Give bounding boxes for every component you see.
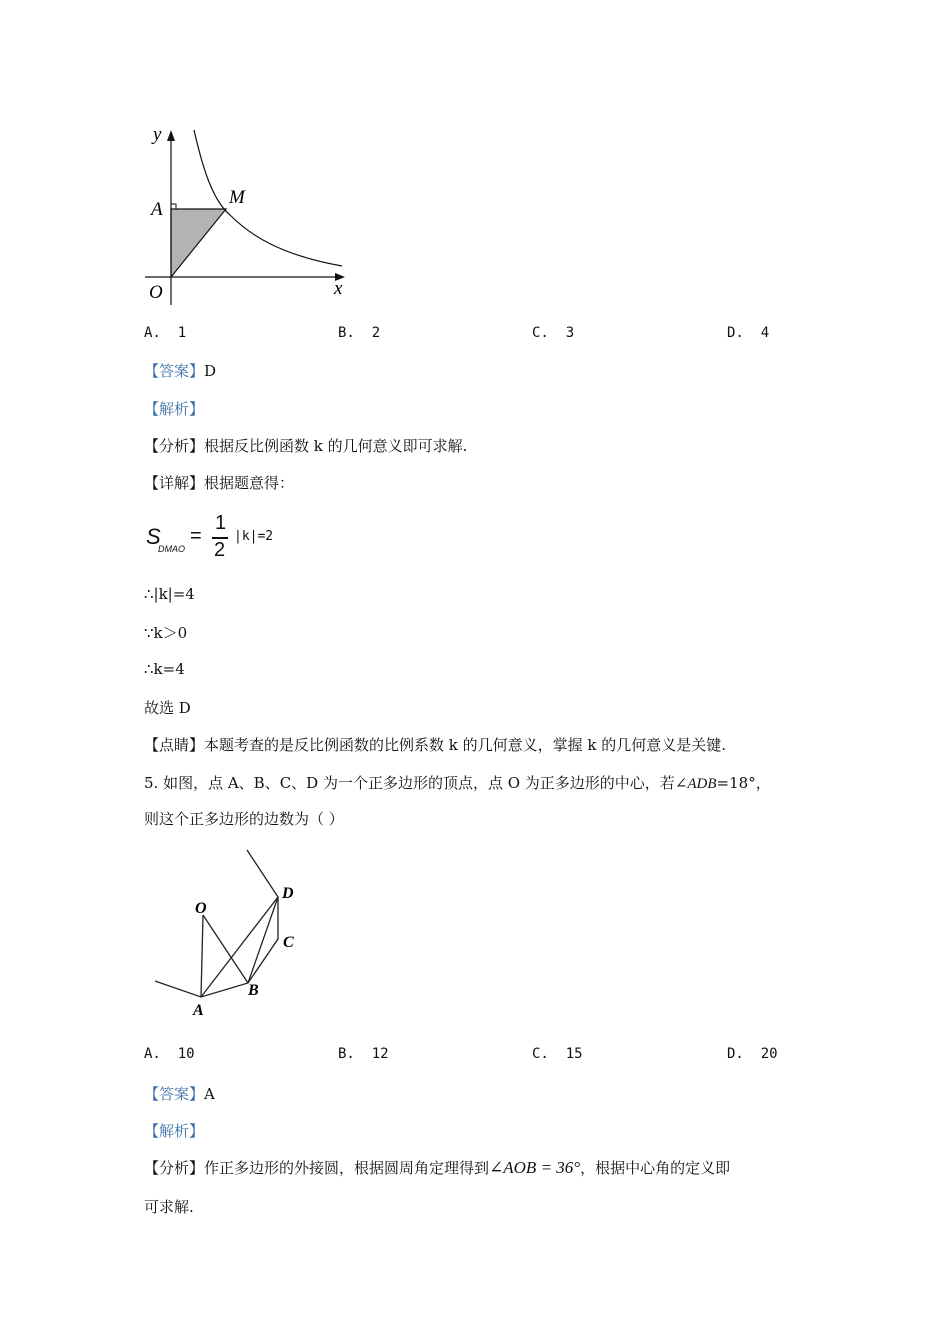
- origin-label: O: [149, 282, 163, 303]
- q4-fenxi: 【分析】根据反比例函数 k 的几何意义即可求解.: [144, 437, 468, 455]
- point-m-label: M: [229, 187, 245, 208]
- formula-s: S: [146, 524, 161, 549]
- q4-step2: ∵k＞0: [144, 624, 188, 642]
- q5-fenxi-line2: 可求解.: [144, 1198, 194, 1216]
- formula-equals: =: [190, 525, 202, 547]
- q4-step1: ∴|k|=4: [144, 585, 195, 603]
- formula-denominator: 2: [214, 539, 226, 561]
- inverse-function-figure: [140, 120, 360, 310]
- q5-option-c: C. 15: [532, 1046, 583, 1062]
- q5-option-d: D. 20: [727, 1046, 778, 1062]
- formula-numerator: 1: [215, 512, 227, 534]
- segment-bd: [248, 897, 278, 983]
- q5-answer: [144, 1083, 215, 1104]
- q5-option-a: A. 10: [144, 1046, 195, 1062]
- answer-value: A: [204, 1085, 215, 1103]
- polygon-figure: [150, 845, 310, 1025]
- point-o-label: O: [195, 900, 207, 917]
- angle-adb: ∠ADB: [674, 776, 717, 792]
- shaded-triangle: [171, 209, 226, 277]
- q4-step3: ∴k=4: [144, 660, 185, 678]
- answer-value: D: [204, 362, 217, 380]
- q4-dianjing: 【点睛】本题考查的是反比例函数的比例系数 k 的几何意义，掌握 k 的几何意义是关键.: [144, 736, 727, 754]
- formula-rest: |k|=2: [234, 529, 274, 544]
- hyperbola-curve: [194, 130, 342, 266]
- q4-option-d: D. 4: [727, 325, 770, 341]
- segment-ob: [203, 915, 248, 983]
- right-angle-marker: [171, 204, 176, 209]
- answer-tag: 【答案】: [144, 362, 205, 380]
- q5-option-b: B. 12: [338, 1046, 389, 1062]
- q4-option-b: B. 2: [338, 325, 381, 341]
- q4-xiangjie: 【详解】根据题意得：: [144, 474, 295, 492]
- segment-oa: [201, 915, 203, 997]
- q4-choose: 故选 D: [144, 699, 191, 717]
- angle-aob-math: ∠AOB = 36°: [489, 1158, 581, 1177]
- q4-analysis-tag: 【解析】: [144, 400, 205, 418]
- answer-tag: 【答案】: [144, 1085, 205, 1103]
- point-a-label: A: [151, 199, 163, 220]
- q5-analysis-tag: 【解析】: [144, 1122, 205, 1140]
- point-a-label: A: [193, 1002, 204, 1019]
- q5-fenxi-line1: 【分析】作正多边形的外接圆，根据圆周角定理得到∠AOB = 36°，根据中心角的定义即: [144, 1158, 731, 1177]
- q5-stem-line1: 5. 如图，点 A、B、C、D 为一个正多边形的顶点，点 O 为正多边形的中心，若∠ADB=18°，: [144, 774, 771, 792]
- q4-option-c: C. 3: [532, 325, 575, 341]
- formula-subscript: DMAO: [158, 544, 185, 554]
- point-b-label: B: [248, 982, 259, 999]
- polygon-edges: [155, 850, 278, 997]
- q4-answer: [144, 360, 216, 381]
- y-axis-arrow: [167, 130, 175, 141]
- point-d-label: D: [282, 885, 294, 902]
- x-axis-label: x: [334, 278, 343, 299]
- segment-ad: [201, 897, 278, 997]
- y-axis-label: y: [153, 124, 162, 145]
- point-c-label: C: [283, 934, 294, 951]
- q4-option-a: A. 1: [144, 325, 187, 341]
- q5-stem-line2: 则这个正多边形的边数为（ ）: [144, 810, 344, 828]
